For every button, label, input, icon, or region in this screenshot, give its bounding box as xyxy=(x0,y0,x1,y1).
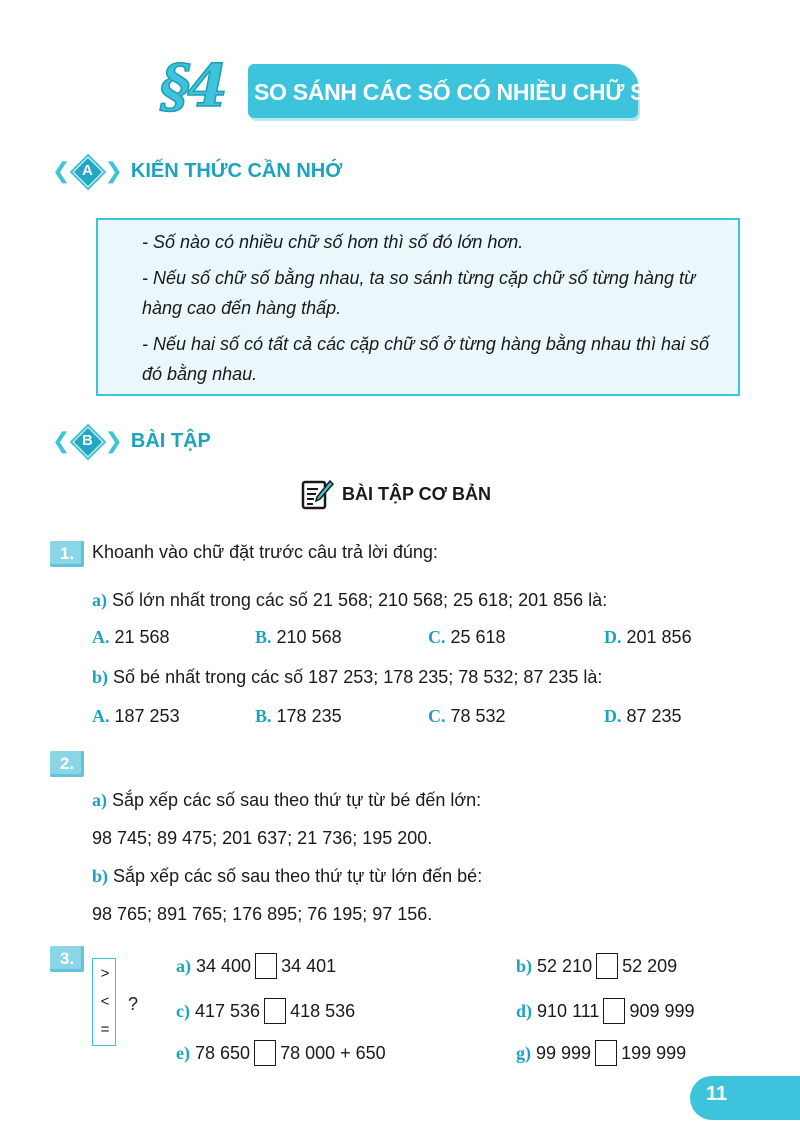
exercise-2a-numbers: 98 745; 89 475; 201 637; 21 736; 195 200. xyxy=(92,828,433,848)
exercise-1-prompt: Khoanh vào chữ đặt trước câu trả lời đúng: xyxy=(92,542,438,562)
compare-item-g: g) 99 999 199 999 xyxy=(516,1040,686,1066)
exercise-2b-numbers: 98 765; 891 765; 176 895; 76 195; 97 156. xyxy=(92,904,433,924)
section-a-header xyxy=(52,154,342,188)
section-number: §4 xyxy=(160,52,225,120)
knowledge-line: hàng cao đến hàng thấp. xyxy=(142,298,342,318)
equals-symbol: = xyxy=(100,1021,110,1038)
notepad-pencil-icon xyxy=(300,477,334,511)
knowledge-line: - Nếu hai số có tất cả các cặp chữ số ở từng hàng bằng nhau thì hai số xyxy=(142,334,710,354)
less-than-symbol: < xyxy=(100,993,110,1010)
exercise-3-number: 3. xyxy=(50,946,84,972)
exercise-1a-option[interactable]: C. 25 618 xyxy=(428,627,506,647)
symbol-choice-box xyxy=(92,958,116,1046)
chevron-right-icon: ❯ xyxy=(104,428,123,453)
knowledge-box xyxy=(96,218,740,396)
exercise-2b-text: b) Sắp xếp các số sau theo thứ tự từ lớn đến bé: xyxy=(92,866,483,886)
exercise-1a-option[interactable]: A. 21 568 xyxy=(92,627,170,647)
greater-than-symbol: > xyxy=(100,965,110,982)
knowledge-line: - Nếu số chữ số bằng nhau, ta so sánh từng cặp chữ số từng hàng từ xyxy=(142,268,696,288)
exercise-1b-option[interactable]: B. 178 235 xyxy=(255,706,342,726)
section-b-title: BÀI TẬP xyxy=(130,429,211,452)
page-number: 11 xyxy=(706,1083,728,1105)
compare-item-e: e) 78 650 78 000 + 650 xyxy=(176,1040,386,1066)
exercise-2a-text: a) Sắp xếp các số sau theo thứ tự từ bé đến lớn: xyxy=(92,790,482,810)
answer-box[interactable] xyxy=(603,998,625,1024)
compare-item-b: b) 52 210 52 209 xyxy=(516,953,677,979)
exercise-1b-question: b) Số bé nhất trong các số 187 253; 178 235; 78 532; 87 235 là: xyxy=(92,667,603,687)
answer-box[interactable] xyxy=(255,953,277,979)
exercise-1-number: 1. xyxy=(50,541,84,567)
knowledge-line: - Số nào có nhiều chữ số hơn thì số đó lớn hơn. xyxy=(142,232,524,252)
page-title: SO SÁNH CÁC SỐ CÓ NHIỀU CHỮ SỐ xyxy=(254,79,663,105)
section-b-header xyxy=(52,424,211,458)
compare-item-d: d) 910 111 909 999 xyxy=(516,998,695,1024)
compare-item-a: a) 34 400 34 401 xyxy=(176,953,336,979)
chevron-right-icon: ❯ xyxy=(104,158,123,183)
answer-box[interactable] xyxy=(595,1040,617,1066)
section-a-badge: A xyxy=(72,156,102,186)
exercise-1b-option[interactable]: C. 78 532 xyxy=(428,706,506,726)
section-b-badge: B xyxy=(72,426,102,456)
exercise-1a-option[interactable]: B. 210 568 xyxy=(255,627,342,647)
basic-exercises-heading xyxy=(300,477,491,511)
answer-box[interactable] xyxy=(264,998,286,1024)
exercise-1a-option[interactable]: D. 201 856 xyxy=(604,627,692,647)
knowledge-line: đó bằng nhau. xyxy=(142,364,258,384)
answer-box[interactable] xyxy=(596,953,618,979)
basic-exercises-title: BÀI TẬP CƠ BẢN xyxy=(342,483,492,504)
exercise-2-number: 2. xyxy=(50,751,84,777)
compare-item-c: c) 417 536 418 536 xyxy=(176,998,355,1024)
chevron-left-icon: ❮ xyxy=(52,428,71,453)
section-a-title: KIẾN THỨC CẦN NHỚ xyxy=(130,159,343,182)
exercise-1b-option[interactable]: D. 87 235 xyxy=(604,706,682,726)
exercise-1a-question: a) Số lớn nhất trong các số 21 568; 210 568; 25 618; 201 856 là: xyxy=(92,590,608,610)
question-mark: ? xyxy=(128,994,139,1014)
exercise-1b-option[interactable]: A. 187 253 xyxy=(92,706,180,726)
chevron-left-icon: ❮ xyxy=(52,158,71,183)
answer-box[interactable] xyxy=(254,1040,276,1066)
